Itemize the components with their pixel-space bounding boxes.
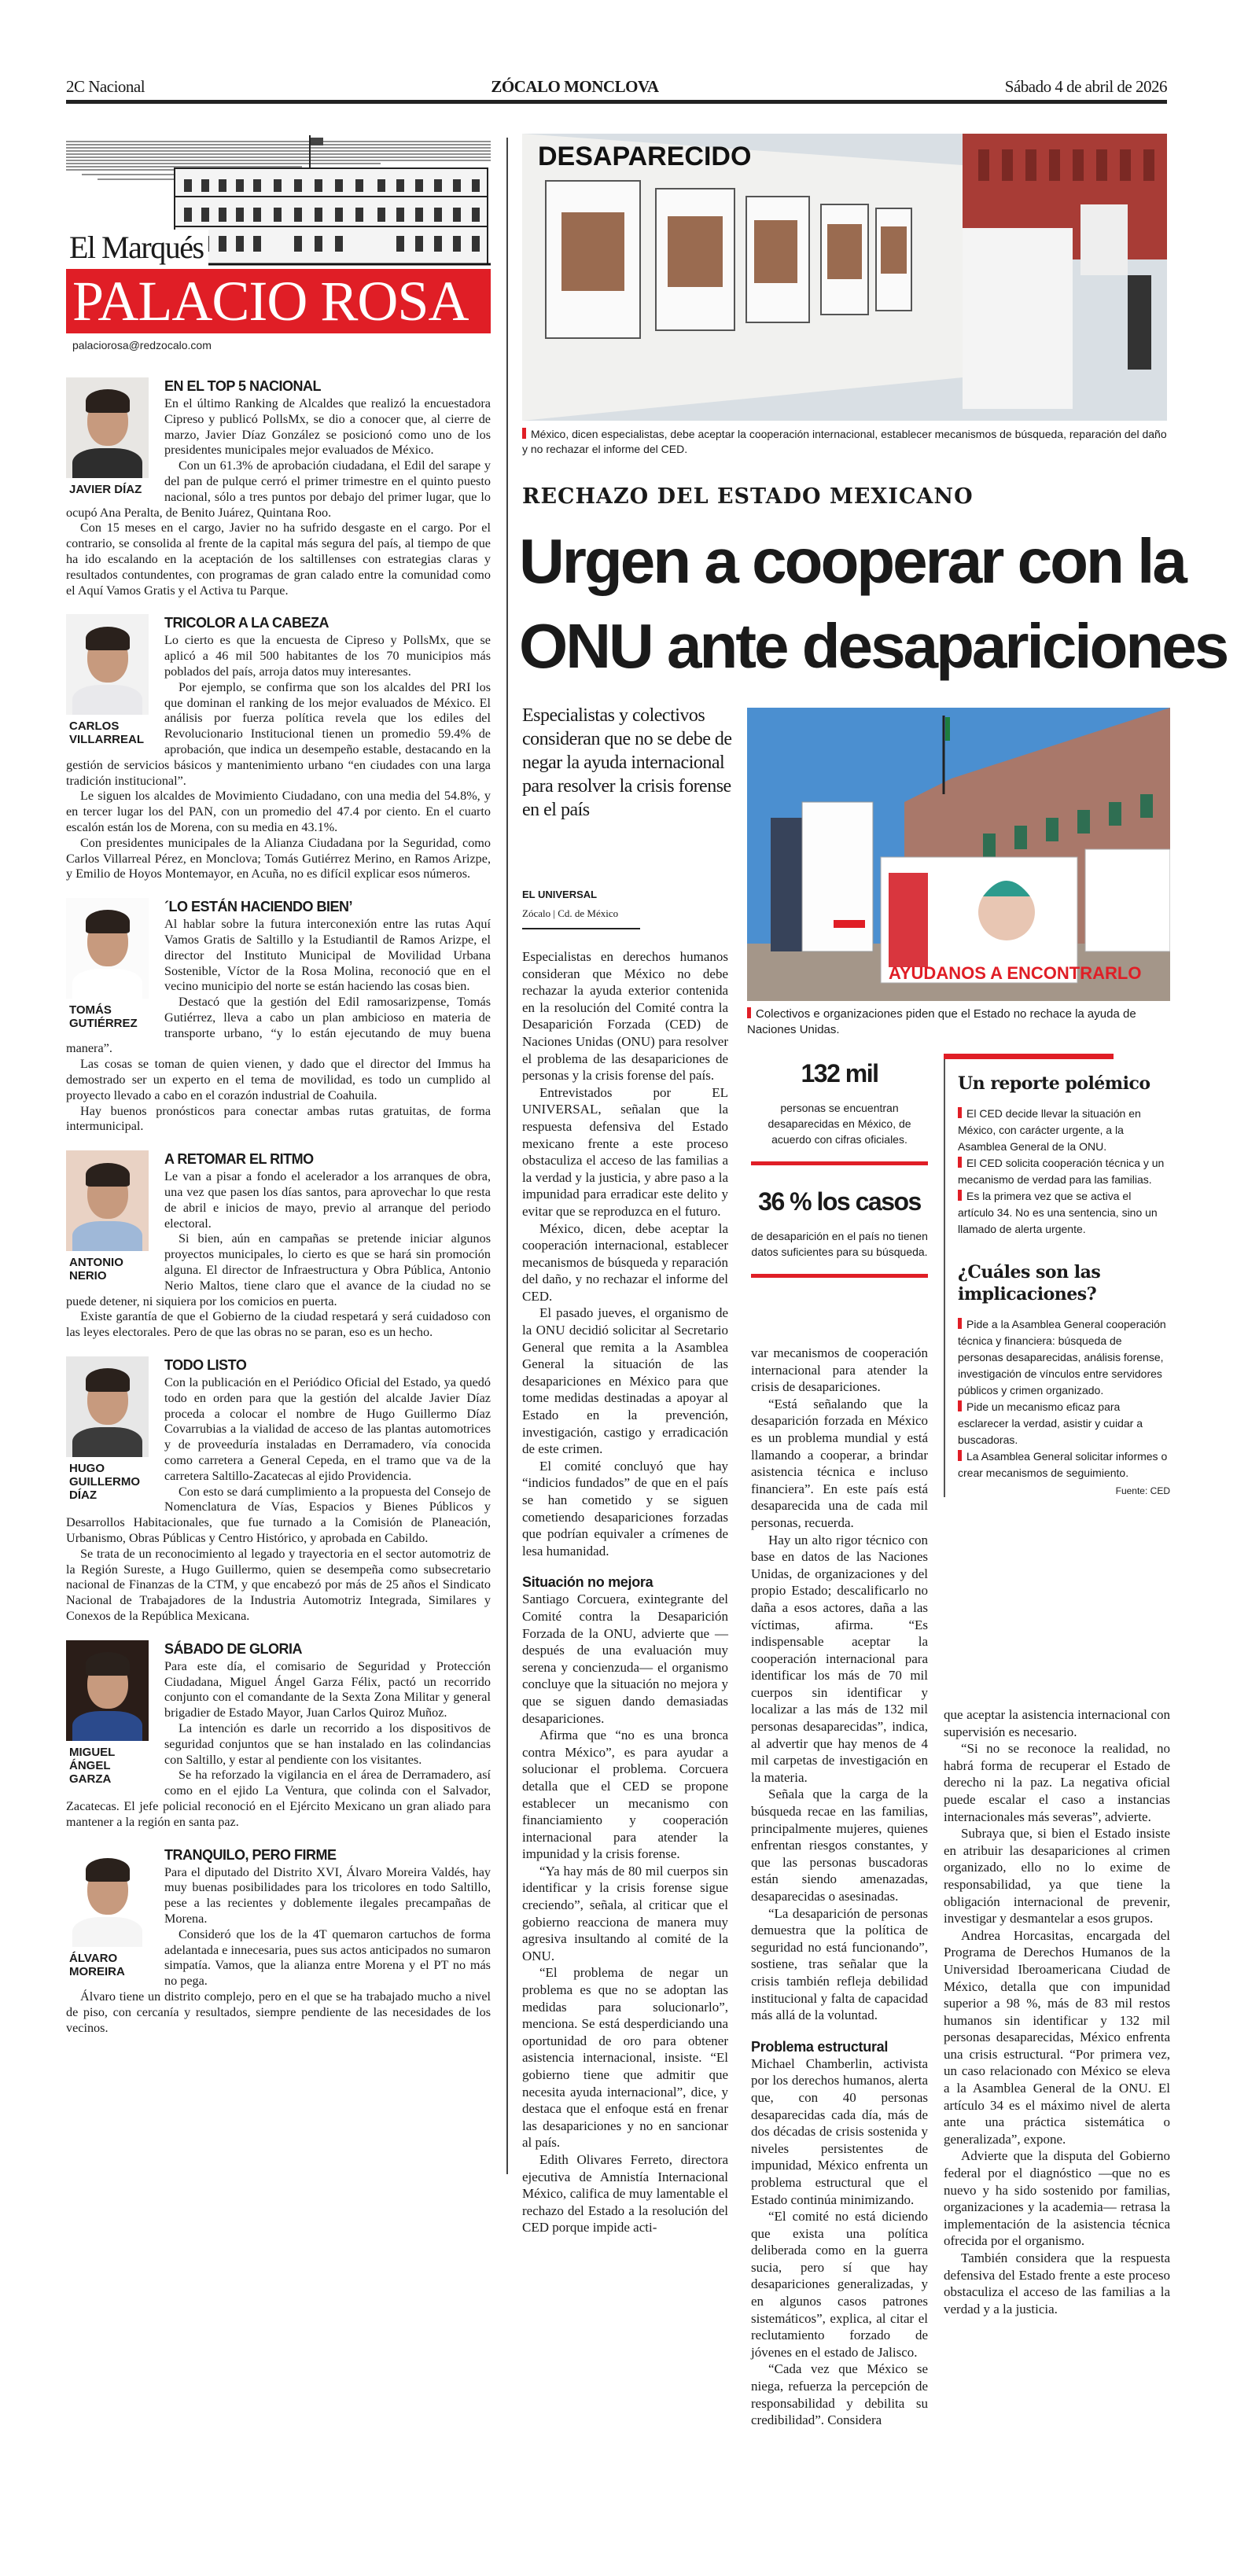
person-name: ÁLVARO MOREIRA [69, 1951, 125, 1978]
paragraph: En el último Ranking de Alcaldes que realizó la encuestadora Cipreso y publicó PollsMx, se dio a conocer que, al cierre de marzo, Javier Díaz González se posicionó como uno de los presidentes municipales mejor evaluados de México. [164, 396, 491, 458]
paragraph: Destacó que la gestión del Edil ramosarizpense, Tomás Gutiérrez, lleva a cabo un plan ambicioso en materia de transporte urbano, “y lo están ejecutando de muy buena manera”. [66, 995, 491, 1056]
bullet-marker [958, 1450, 962, 1461]
paragraph: El comité concluyó que hay “indicios fundados” de que en el país se han cometido y se siguen cometiendo desapariciones forzadas que podrían equivaler a crímenes de lesa humanidad. [522, 1458, 728, 1558]
person-photo [66, 1150, 149, 1251]
person-name: ANTONIO NERIO [69, 1256, 123, 1283]
paragraph: Hay buenos pronósticos para conectar ambas rutas gratuitas, de forma intermunicipal. [66, 1103, 491, 1134]
item-heading: TRANQUILO, PERO FIRME [164, 1846, 337, 1863]
paragraph: Álvaro tiene un distrito complejo, pero en el que se ha trabajado mucho a nivel de piso, con cercanía y resultados, siempre pendiente de las necesidades de los vecinos. [66, 1989, 491, 2035]
byline-rule [522, 928, 640, 929]
photo-body [72, 1711, 142, 1741]
item-heading: TODO LISTO [164, 1357, 247, 1374]
photo-hair [86, 1652, 130, 1676]
opinion-column [66, 134, 491, 2036]
paragraph: Se trata de un reconocimiento al legado y trayectoria en el sector automotriz de la Región Sureste, a Hugo Guillermo, quien se desempeña como subsecretario nacional de Finanzas de la CTM, y que encabezó por más de 25 años el Sindicato Nacional de Trabajadores de la Industria Automotriz Integrada, Similares y Conexos de la República Mexicana. [66, 1546, 491, 1623]
person-name: JAVIER DÍAZ [69, 483, 142, 496]
bullet-marker [958, 1400, 962, 1411]
march-photo-illustration [747, 708, 1170, 1001]
bullet-text: Es la primera vez que se activa el artículo 34. No es una sentencia, sino un llamado de alerta urgente. [958, 1190, 1158, 1235]
march-photo [747, 708, 1170, 1001]
paragraph: Con la publicación en el Periódico Oficial del Estado, ya quedó todo en orden para que la gestión del alcalde Javier Díaz proceda a colocar el nombre de Hugo Guillermo Díaz Covarrubias a la vialidad de acceso de las plantas automotrices y de proveeduría instaladas en Derramadero, vía conocida como carretera a General Cepeda, en el tramo que va de la carretera Saltillo-Zacatecas al ejido Providencia. [164, 1375, 491, 1483]
column-divider [506, 138, 508, 2174]
person-photo [66, 614, 149, 715]
stat-divider [751, 1274, 928, 1278]
paragraph: Por ejemplo, se confirma que son los alcaldes del PRI los que dominan el ranking de los mejor evaluados de México. El análisis por fuerza política revela que los ediles del Revolucionario Institucional tienen un promedio 59.4% de aprobación, que indica un desempeño estable, destacando en la gestión de servicios básicos y mantenimiento urbano “en ciudades con una larga tradición institucional”. [66, 679, 491, 788]
paragraph: Para el diputado del Distrito XVI, Álvaro Moreira Valdés, hay muy buenas posibilidades para los tricolores en todo Saltillo, pese a las recientes y doblemente ilegales precampañas de Morena. [164, 1864, 491, 1926]
stats-box [751, 1058, 928, 1298]
bullet-marker [958, 1318, 962, 1329]
article-deck: Especialistas y colectivos consideran que no se debe de negar la ayuda internacional para resolver la crisis forense en el país [522, 705, 732, 820]
person-photo [66, 1356, 149, 1457]
person-photo-block [66, 898, 149, 1030]
sidebar-source: Fuente: CED [1115, 1485, 1170, 1496]
article-column-2 [751, 1345, 928, 2429]
photo-hair [86, 389, 130, 413]
paragraph: Con un 61.3% de aprobación ciudadana, el Edil del sarape y del pan de pulque cerró el primer trimestre en el quinto puesto nacional, sólo a tres puntos por debajo del primer lugar, que lo ocupó Ana Peralta, de Benito Juárez, Quintana Roo. [66, 458, 491, 520]
stat-description: personas se encuentran desaparecidas en México, de acuerdo con cifras oficiales. [768, 1102, 911, 1146]
paragraph: El pasado jueves, el organismo de la ONU decidió solicitar al Secretario General que remita a la Asamblea General la situación de las desapariciones en México para que tome medidas destinadas a apoyar al Estado en la prevención, investigación, castigo y erradicación de este crimen. [522, 1305, 728, 1457]
person-photo-block [66, 1640, 149, 1786]
photo-body [72, 685, 142, 715]
byline-agency: EL UNIVERSAL [522, 889, 598, 900]
photo-body [72, 448, 142, 478]
article-headline [519, 519, 1228, 689]
article-column-1 [522, 948, 728, 2236]
column-email[interactable]: palaciorosa@redzocalo.com [72, 339, 212, 351]
person-name: CARLOS VILLARREAL [69, 719, 144, 747]
article-column-3 [944, 1706, 1170, 2317]
sidebar-bullet [958, 1188, 1170, 1238]
paragraph: Con 15 meses en el cargo, Javier no ha sufrido desgaste en el cargo. Por el contrario, se consolida al frente de la capital más segura del país, al tiempo de que ha ido escalando en la aceptación de los saltillenses con estrategias claras y resultados contundentes, con programas de gran calado entre la comunidad como el Aquí Vamos Gratis y el Activa tu Parque. [66, 521, 491, 598]
caption-marker [747, 1007, 751, 1018]
issue-date: Sábado 4 de abril de 2026 [1004, 77, 1167, 96]
column-2-part-b [751, 2055, 928, 2429]
paragraph: Con presidentes municipales de la Alianza Ciudadana por la Seguridad, como Carlos Villarreal Pérez, en Monclova; Tomás Gutiérrez Merino, en Ramos Arizpe, y Emilio de Hoyos Montemayor, en Acuña, no es difícil explicar esos números. [66, 835, 491, 881]
column-2-part-a [751, 1345, 928, 2024]
person-photo-block [66, 1846, 149, 1978]
subhead-situacion: Situación no mejora [522, 1574, 653, 1591]
page-folio [66, 77, 1167, 104]
bullet-marker [958, 1107, 962, 1118]
bullet-text: El CED solicita cooperación técnica y un mecanismo de verdad para las familias. [958, 1157, 1165, 1186]
column-masthead [66, 134, 491, 362]
sidebar-bullet [958, 1106, 1170, 1155]
paragraph: que aceptar la asistencia internacional con supervisión es necesario. [944, 1707, 1170, 1739]
paragraph: Santiago Corcuera, exintegrante del Comité contra la Desaparición Forzada de la ONU, advierte que —después de una evaluación muy serena y concienzuda— el organismo concluye que la situación no mejora y que se siguen dando demasiadas desapariciones. [522, 1592, 728, 1726]
headline-line-2: ONU ante desapariciones [519, 611, 1228, 681]
stat-figure: 36 % los casos [758, 1187, 921, 1216]
bullet-marker [958, 1190, 962, 1201]
bullet-text: Pide a la Asamblea General cooperación técnica y financiera: búsqueda de personas desaparecidas, análisis forense, investigación de vínculos entre servidores públicos y crimen organizado. [958, 1318, 1166, 1397]
banner-text: DESAPARECIDO [538, 142, 752, 171]
column-title: PALACIO ROSA [72, 270, 469, 333]
paragraph: México, dicen, debe aceptar la cooperación internacional, establecer mecanismos de búsqueda y reparación del daño, y no rechazar el informe del CED. [522, 1220, 728, 1304]
paragraph: Entrevistados por EL UNIVERSAL, señalan que la respuesta defensiva del Estado mexicano frente a este proceso obstaculiza el acceso de las familias a la verdad y la justicia, y abre paso a la impunidad para erradicar este delito y evitar que se reproduzca en el futuro. [522, 1084, 728, 1219]
paragraph: Advierte que la disputa del Gobierno federal por el diagnóstico —que no es nuevo y ha sido sostenido por familias, organizaciones y la academia— retrasa la implementación de la asistencia técnica ofrecida por el organismo. [944, 2148, 1170, 2249]
column-1-part-b [522, 1591, 728, 2236]
headline-line-1: Urgen a cooperar con la [519, 526, 1185, 596]
person-photo-block [66, 1150, 149, 1282]
article-byline [522, 889, 728, 929]
sidebar-bullet [958, 1316, 1170, 1399]
paragraph: Se ha reforzado la vigilancia en el área de Derramadero, así como en el ejido La Ventura, que colinda con el Salvador, Zacatecas. El jefe policial reconoció en el Ejército Mexicano un gran aliado para mantener a la región en santa paz. [66, 1768, 491, 1829]
paragraph: Le siguen los alcaldes de Movimiento Ciudadano, con una media del 54.8%, y en tercer lugar los del PAN, con un promedio del 47.4 por ciento. En el cuarto escalón están los de Morena, con su media en 43.1%. [66, 789, 491, 834]
bullet-text: El CED decide llevar la situación en México, con carácter urgente, a la Asamblea General de la ONU. [958, 1107, 1141, 1153]
paragraph: Lo cierto es que la encuesta de Cipreso y PollsMx, que se aplicó a 46 mil 500 habitantes de los 70 municipios más poblados del país, arroja datos muy interesantes. [164, 633, 491, 679]
banner-text: AYUDANOS A ENCONTRARLO [889, 963, 1142, 983]
top-photo [522, 134, 1167, 421]
sidebar-bullet [958, 1399, 1170, 1448]
caption-text: México, dicen especialistas, debe aceptar la cooperación internacional, establecer mecanismos de búsqueda, reparación del daño y no rechazar el informe del CED. [522, 428, 1167, 455]
photo-hair [86, 1858, 130, 1882]
sidebar-list-1 [958, 1106, 1170, 1238]
item-heading: EN EL TOP 5 NACIONAL [164, 378, 322, 394]
stat-description: de desaparición en el país no tienen datos suficientes para su búsqueda. [751, 1230, 928, 1258]
column-1-part-a [522, 948, 728, 1559]
person-photo [66, 377, 149, 478]
column-title-band [66, 269, 491, 333]
sidebar-title-1: Un reporte polémico [958, 1073, 1150, 1094]
person-photo [66, 898, 149, 999]
item-heading: A RETOMAR EL RITMO [164, 1151, 314, 1168]
photo-body [72, 1917, 142, 1947]
paragraph: Afirma que “no es una bronca contra México”, es para ayudar a solucionar el problema. Corcuera detalla que el CED se propone establecer un mecanismo con financiamiento y cooperación internacional para atender la impunidad y la crisis forense. [522, 1728, 728, 1862]
photo-hair [86, 910, 130, 933]
bullet-text: La Asamblea General solicitar informes o crear mecanismos de seguimiento. [958, 1450, 1168, 1479]
paragraph: Edith Olivares Ferreto, directora ejecutiva de Amnistía Internacional México, califica de muy lamentable el rechazo del Estado a la resolución del CED porque impide acti- [522, 2151, 728, 2236]
paragraph: “Cada vez que México se niega, refuerza la percepción de responsabilidad y debilita su credibilidad”. Considera [751, 2361, 928, 2428]
person-photo-block [66, 1356, 149, 1502]
paragraph: Existe garantía de que el Gobierno de la ciudad respetará y será cuidadoso con las leyes electorales. Pero de que las obras no se paran, eso es un hecho. [66, 1309, 491, 1340]
sidebar-box [944, 1054, 1170, 1497]
paragraph: Le van a pisar a fondo el acelerador a los arranques de obra, una vez que pasen los días santos, para aprovechar lo que resta de abril e inicios de mayo, previo al arranque del periodo electoral. [164, 1169, 491, 1231]
person-photo [66, 1846, 149, 1947]
column-kicker: El Marqués [69, 230, 208, 266]
bullet-marker [958, 1157, 962, 1168]
paragraph: También considera que la respuesta defensiva del Estado frente a este proceso obstaculiza el acceso de las familias a la verdad y a la justicia. [944, 2250, 1170, 2317]
person-photo [66, 1640, 149, 1741]
item-heading: SÁBADO DE GLORIA [164, 1640, 303, 1657]
newspaper-name: ZÓCALO MONCLOVA [491, 77, 659, 96]
paragraph: “Ya hay más de 80 mil cuerpos sin identificar y la crisis forense sigue creciendo”, señala, al criticar que el gobierno reacciona de manera muy agresiva insultando al comité de la ONU. [522, 1863, 728, 1963]
paragraph: Especialistas en derechos humanos consideran que México no debe rechazar la ayuda exterior contenida en la resolución del Comité contra la Desaparición Forzada (CED) de Naciones Unidas (ONU) para resolver el problema de las desapariciones de personas y la crisis forense del país. [522, 949, 728, 1084]
subhead-problema: Problema estructural [751, 2038, 889, 2055]
sidebar-title-2: ¿Cuáles son las implicaciones? [958, 1262, 1101, 1305]
sidebar-bullet [958, 1155, 1170, 1188]
paragraph: “Está señalando que la desaparición forzada en México es un problema mundial y está llamando a cooperar, a brindar asistencia técnica e incluso financiera”. En este país está desaparecida una de cada mil personas, recuerda. [751, 1396, 928, 1530]
paragraph: Señala que la carga de la búsqueda recae en las familias, principalmente mujeres, quienes enfrentan riesgos constantes, y que las personas buscadoras están siendo amenazadas, desaparecidas o asesinadas. [751, 1787, 928, 1904]
paragraph: Con esto se dará cumplimiento a la propuesta del Consejo de Nomenclatura de Vías, Espacios y Bienes Públicos y Desarrollos Habitacionales, que fue turnado a la Comisión de Planeación, Urbanismo, Obras Públicas y Centro Histórico, y aprobada en Cabildo. [66, 1484, 491, 1545]
person-name: HUGO GUILLERMO DÍAZ [69, 1462, 140, 1503]
column-item [66, 1356, 491, 1625]
person-name: MIGUEL ÁNGEL GARZA [69, 1745, 116, 1786]
paragraph: var mecanismos de cooperación internacional para atender la crisis de desapariciones. [751, 1345, 928, 1395]
caption-marker [522, 428, 526, 439]
march-photo-caption [747, 1006, 1170, 1038]
paragraph: Al hablar sobre la futura interconexión entre las rutas Aquí Vamos Gratis de Saltillo y la Estudiantil de Ramos Arizpe, el director del Instituto Municipal de Movilidad Urbana Sostenible, Víctor de la Rosa Molina, reconoció que en el vecino municipio del norte se están haciendo las cosas bien. [164, 917, 491, 994]
paragraph: Consideró que los de la 4T quemaron cartuchos de forma adelantada e innecesaria, pues sus actos anticipados no sumaron simpatía. Vamos, que la alianza entre Morena y el PT no más no pega. [164, 1926, 491, 1989]
photo-body [72, 1427, 142, 1457]
photo-body [72, 969, 142, 999]
paragraph: “Si no se reconoce la realidad, no habrá forma de recuperar el Estado de derecho ni la paz. La negativa oficial puede escalar el caso a instancias internacionales más severas”, advierte. [944, 1741, 1170, 1824]
stat-divider [751, 1161, 928, 1165]
byline-place: Zócalo | Cd. de México [522, 907, 619, 919]
sidebar-bullet [958, 1448, 1170, 1481]
sidebar-list-2 [958, 1316, 1170, 1481]
column-item [66, 1150, 491, 1341]
sidebar-accent-bar [944, 1054, 1114, 1059]
item-heading: ´LO ESTÁN HACIENDO BIEN’ [164, 899, 353, 915]
paragraph: Andrea Horcasitas, encargada del Programa de Derechos Humanos de la Universidad Iberoamericana Ciudad de México, detalla que con impunidad superior a 98 %, más de 83 mil restos humanos sin identificar y 132 mil personas desaparecidas, México enfrenta una crisis estructural. “Por primera vez, un caso relacionado con México se eleva a la Asamblea General de la ONU. El artículo 34 es el máximo nivel de alerta ante una práctica sistemática o generalizada”, expone. [944, 1927, 1170, 2147]
photo-body [72, 1221, 142, 1251]
column-items [66, 377, 491, 2036]
article-kicker: RECHAZO DEL ESTADO MEXICANO [522, 484, 974, 509]
paragraph: Si bien, aún en campañas se pretende iniciar algunos proyectos municipales, lo cierto es que se hará sin promoción alguna. El director de Infraestructura y Obra Pública, Antonio Nerio Maltos, tiene claro que el avance de la ciudad no se puede detener, ni siquiera por los comicios en puerta. [66, 1231, 491, 1308]
caption-text: Colectivos e organizaciones piden que el Estado no rechace la ayuda de Naciones Unidas. [747, 1007, 1136, 1036]
person-photo-block [66, 614, 149, 746]
column-item [66, 1846, 491, 2037]
column-item [66, 1640, 491, 1831]
column-item [66, 377, 491, 598]
paragraph: Hay un alto rigor técnico con base en datos de las Naciones Unidas, de organizaciones y del propio Estado; descalificarlo no daña a esos actores, daña a las víctimas, afirma. “Es indispensable aceptar la cooperación internacional para identificar los más de 70 mil cuerpos sin identificar y localizar a las más de 132 mil personas desaparecidas”, indica, al advertir que hay menos de 4 mil carpetas de investigación en la materia. [751, 1532, 928, 1785]
item-heading: TRICOLOR A LA CABEZA [164, 615, 329, 631]
photo-hair [86, 1368, 130, 1392]
paragraph: Subraya que, si bien el Estado insiste en atribuir las desapariciones al crimen organizado, ello no lo exime de responsabilidad, ya que tiene la obligación internacional de prevenir, investigar y desmantelar a esos grupos. [944, 1826, 1170, 1926]
paragraph: “El comité no está diciendo que exista una política deliberada como en la guerra sucia, pero sí que hay desapariciones generalizadas, y en algunos casos patrones sistemáticos”, explica, al citar el reclutamiento forzado de jóvenes en el estado de Jalisco. [751, 2209, 928, 2360]
stat-figure: 132 mil [801, 1059, 878, 1087]
protest-photo-illustration [522, 134, 1167, 421]
paragraph: Michael Chamberlin, activista por los derechos humanos, alerta que, con 40 personas desaparecidas cada día, más de dos décadas de crisis sostenida y niveles persistentes de impunidad, México enfrenta un problema estructural que el Estado continúa minimizando. [751, 2055, 928, 2207]
person-photo-block [66, 377, 149, 496]
paragraph: “La desaparición de personas demuestra que la política de seguridad no está funcionando”, sostiene, tras señalar que la crisis también refleja debilidad institucional y falta de capacidad más allá de la voluntad. [751, 1905, 928, 2023]
paragraph: Las cosas se toman de quien vienen, y dado que el director del Immus ha demostrado ser un experto en el tema de movilidad, es todo un cumplido al proyecto llevado a cabo en el corazón industrial de Coahuila. [66, 1057, 491, 1102]
photo-hair [86, 1163, 130, 1187]
bullet-text: Pide un mecanismo eficaz para esclarecer la verdad, asistir y cuidar a buscadoras. [958, 1400, 1143, 1446]
top-photo-caption [522, 427, 1167, 457]
person-name: TOMÁS GUTIÉRREZ [69, 1003, 138, 1031]
photo-hair [86, 627, 130, 650]
paragraph: “El problema de negar un problema es que no se adoptan las medidas para solucionarlo”, menciona. Se está desperdiciando una oportunidad de oro para obtener asistencia internacional, insiste. “El gobierno tiene que admitir que necesita ayuda internacional”, dice, y destaca que el enfoque está en frenar las desapariciones y no en sancionar al país. [522, 1965, 728, 2151]
column-item [66, 614, 491, 882]
paragraph: La intención es darle un recorrido a los dispositivos de seguridad conjuntos que se han instalado en las colindancias con Saltillo, y estar al pendiente con los visitantes. [164, 1720, 491, 1767]
column-item [66, 898, 491, 1135]
section-label: 2C Nacional [66, 77, 145, 96]
paragraph: Para este día, el comisario de Seguridad y Protección Ciudadana, Miguel Ángel Garza Félix, pactó un recorrido conjunto con el comandante de la Sexta Zona Militar y general brigadier de Estado Mayor, Juan Carlos Quiroz Muñoz. [164, 1658, 491, 1720]
